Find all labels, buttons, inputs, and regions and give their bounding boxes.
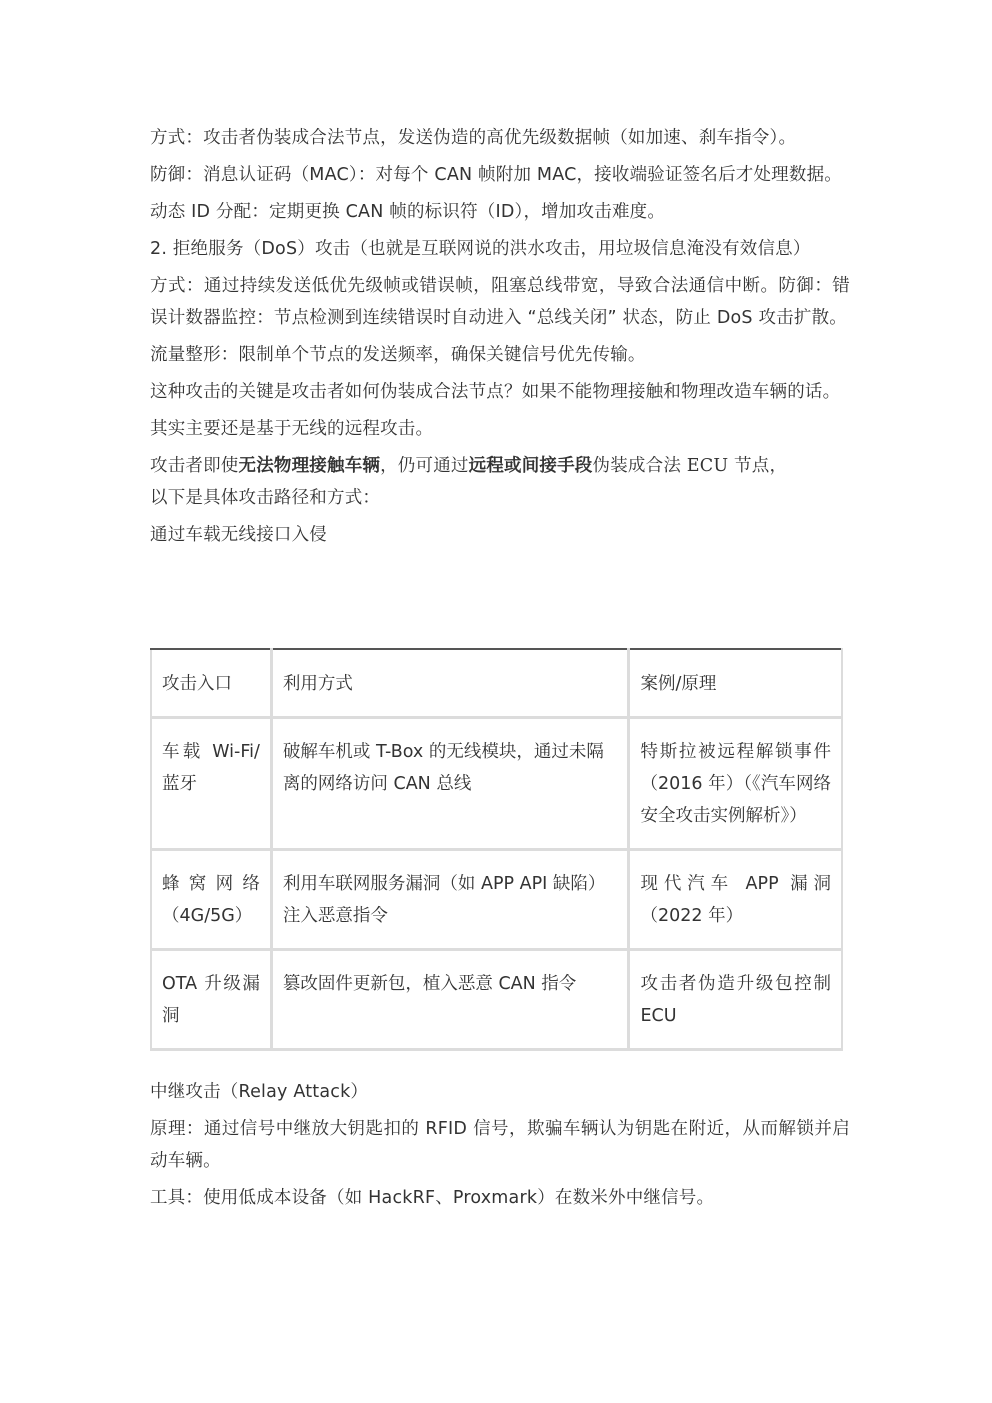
paragraph-wireless-remote: 其实主要还是基于无线的远程攻击。 — [150, 419, 434, 439]
table-cell: 篡改固件更新包，植入恶意 CAN 指令 — [271, 950, 629, 1050]
paragraph-key-question: 这种攻击的关键是攻击者如何伪装成合法节点？如果不能物理接触和物理改造车辆的话。 — [150, 382, 841, 402]
bold-text-remote-means: 远程或间接手段 — [468, 456, 593, 476]
table-cell: 破解车机或 T-Box 的无线模块，通过未隔离的网络访问 CAN 总线 — [271, 718, 629, 850]
table-cell: 蜂窝网络（4G/5G） — [151, 850, 271, 950]
table-caption: 通过车载无线接口入侵 — [150, 525, 327, 545]
text-run: ，仍可通过 — [380, 456, 469, 476]
bold-text-no-physical-access: 无法物理接触车辆 — [238, 456, 381, 476]
body-text-bottom — [150, 1076, 850, 1219]
paragraph-dynamic-id: 动态 ID 分配：定期更换 CAN 帧的标识符（ID），增加攻击难度。 — [150, 202, 666, 222]
paragraph-relay-principle: 原理：通过信号中继放大钥匙扣的 RFID 信号，欺骗车辆认为钥匙在附近，从而解锁并启动车辆。 — [150, 1119, 850, 1171]
table-cell: 攻击者伪造升级包控制 ECU — [629, 950, 842, 1050]
body-text-top — [150, 122, 850, 556]
table-header-cell: 利用方式 — [271, 649, 629, 718]
heading-relay-attack: 中继攻击（Relay Attack） — [150, 1082, 369, 1102]
table-header-row — [151, 649, 842, 718]
table-row — [151, 950, 842, 1050]
table-header-cell: 案例/原理 — [629, 649, 842, 718]
table-cell: 特斯拉被远程解锁事件（2016 年）（《汽车网络安全攻击实例解析》） — [629, 718, 842, 850]
paragraph-mac-defense: 防御：消息认证码（MAC）：对每个 CAN 帧附加 MAC，接收端验证签名后才处理数据。 — [150, 165, 842, 185]
table-header-cell: 攻击入口 — [151, 649, 271, 718]
table-row — [151, 718, 842, 850]
text-run: 以下是具体攻击路径和方式： — [150, 488, 381, 508]
table-cell: 利用车联网服务漏洞（如 APP API 缺陷）注入恶意指令 — [271, 850, 629, 950]
text-run: 攻击者即使 — [150, 456, 239, 476]
table-cell: OTA 升级漏洞 — [151, 950, 271, 1050]
table-cell: 车载 Wi-Fi/蓝牙 — [151, 718, 271, 850]
heading-dos-attack: 2. 拒绝服务（DoS）攻击（也就是互联网说的洪水攻击，用垃圾信息淹没有效信息） — [150, 239, 811, 259]
paragraph-spoofing-method: 方式：攻击者伪装成合法节点，发送伪造的高优先级数据帧（如加速、刹车指令）。 — [150, 128, 797, 148]
paragraph-traffic-shaping: 流量整形：限制单个节点的发送频率，确保关键信号优先传输。 — [150, 345, 646, 365]
text-run: 伪装成合法 ECU 节点， — [592, 456, 788, 476]
paragraph-relay-tools: 工具：使用低成本设备（如 HackRF、Proxmark）在数米外中继信号。 — [150, 1188, 715, 1208]
table-cell: 现代汽车 APP 漏洞（2022 年） — [629, 850, 842, 950]
attack-vectors-table — [150, 648, 843, 1051]
paragraph-remote-spoofing — [150, 450, 850, 514]
paragraph-dos-method: 方式：通过持续发送低优先级帧或错误帧，阻塞总线带宽，导致合法通信中断。防御：错误计数器监控：节点检测到连续错误时自动进入 “总线关闭” 状态，防止 DoS 攻击扩散。 — [150, 276, 850, 328]
table-row — [151, 850, 842, 950]
